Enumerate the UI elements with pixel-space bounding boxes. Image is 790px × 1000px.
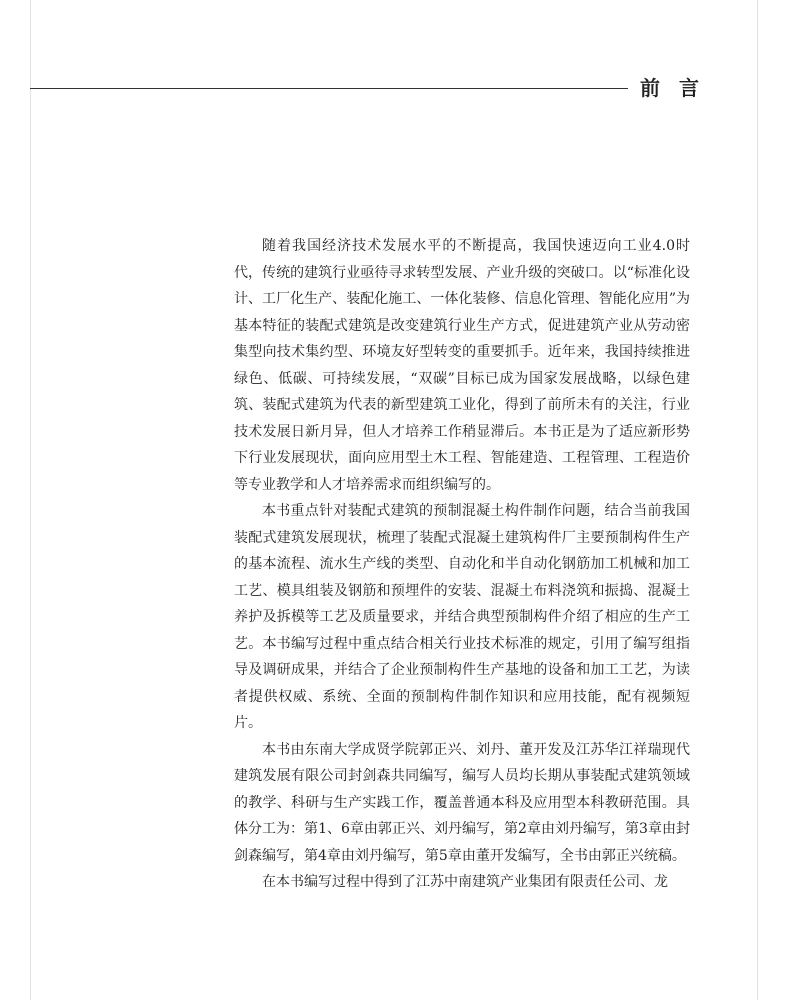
paragraph: 在本书编写过程中得到了江苏中南建筑产业集团有限责任公司、龙 bbox=[262, 874, 668, 890]
paragraph: 本书由东南大学成贤学院郭正兴、刘丹、董开发及江苏华江祥瑞现代建筑发展有限公司封剑森共同编写，编写人员均长期从事装配式建筑领域的教学、科研与生产实践工作，覆盖普通本科及应用型本科教研范围。具体分工为：第1、6章由郭正兴、刘丹编写，第2章由刘丹编写，第3章由封剑森编写，第4章由刘丹编写，第5章由董开发编写，全书由郭正兴统稿。 bbox=[234, 741, 690, 864]
header-rule bbox=[30, 88, 628, 89]
page-title: 前 言 bbox=[640, 76, 705, 100]
paragraph: 随着我国经济技术发展水平的不断提高，我国快速迈向工业4.0时代，传统的建筑行业亟待寻求转型发展、产业升级的突破口。以“标准化设计、工厂化生产、装配化施工、一体化装修、信息化管理、智能化应用”为基本特征的装配式建筑是改变建筑行业生产方式，促进建筑产业从劳动密集型向技术集约型、环境友好型转变的重要抓手。近年来，我国持续推进绿色、低碳、可持续发展，“双碳”目标已成为国家发展战略，以绿色建筑、装配式建筑为代表的新型建筑工业化，得到了前所未有的关注，行业技术发展日新月异，但人才培养工作稍显滞后。本书正是为了适应新形势下行业发展现状，面向应用型土木工程、智能建造、工程管理、工程造价等专业教学和人才培养需求而组织编写的。 bbox=[234, 238, 690, 493]
paragraph: 本书重点针对装配式建筑的预制混凝土构件制作问题，结合当前我国装配式建筑发展现状，梳理了装配式混凝土建筑构件厂主要预制构件生产的基本流程、流水生产线的类型、自动化和半自动化钢筋加工机械和加工工艺、模具组装及钢筋和预埋件的安装、混凝土布料浇筑和振捣、混凝土养护及拆模等工艺及质量要求，并结合典型预制构件介绍了相应的生产工艺。本书编写过程中重点结合相关行业技术标准的规定，引用了编写组指导及调研成果，并结合了企业预制构件生产基地的设备和加工工艺，为读者提供权威、系统、全面的预制构件制作知识和应用技能，配有视频短片。 bbox=[234, 503, 690, 731]
preface-body bbox=[234, 233, 690, 896]
